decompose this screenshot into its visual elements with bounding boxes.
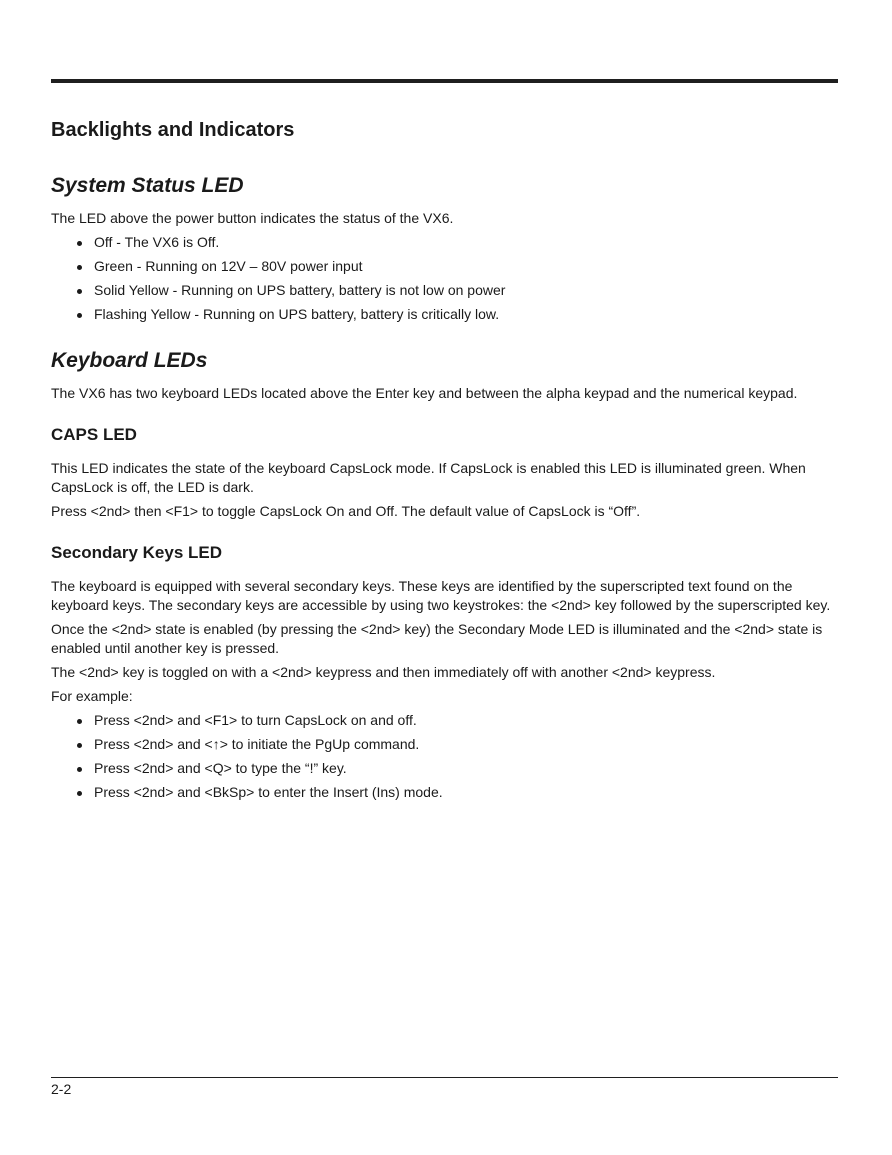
list-item: Green - Running on 12V – 80V power input [51,257,838,276]
page-content [51,117,838,802]
secondary-keys-paragraph: The <2nd> key is toggled on with a <2nd> keypress and then immediately off with another <2nd> keypress. [51,664,716,680]
caps-led-heading: CAPS LED [51,425,137,444]
list-item: Solid Yellow - Running on UPS battery, battery is not low on power [51,281,838,300]
page-number: 2-2 [51,1081,72,1097]
keyboard-leds-heading: Keyboard LEDs [51,349,208,372]
secondary-keys-list [51,711,838,802]
caps-led-paragraph: Press <2nd> then <F1> to toggle CapsLock On and Off. The default value of CapsLock is “Off”. [51,503,641,519]
system-status-heading: System Status LED [51,174,244,197]
list-item: Off - The VX6 is Off. [51,233,838,252]
list-item: Press <2nd> and <↑> to initiate the PgUp command. [51,735,838,754]
secondary-keys-paragraph: The keyboard is equipped with several secondary keys. These keys are identified by the superscripted text found on the keyboard keys. The secondary keys are accessible by using two keystrokes: the <2nd> key followed by the superscripted key. [51,578,831,613]
page-title: Backlights and Indicators [51,119,295,141]
system-status-intro: The LED above the power button indicates the status of the VX6. [51,210,454,226]
secondary-keys-paragraph: Once the <2nd> state is enabled (by pressing the <2nd> key) the Secondary Mode LED is illuminated and the <2nd> state is enabled until another key is pressed. [51,621,823,656]
list-item: Press <2nd> and <Q> to type the “!” key. [51,759,838,778]
header-rule [51,79,838,83]
caps-led-paragraph: This LED indicates the state of the keyboard CapsLock mode. If CapsLock is enabled this LED is illuminated green. When CapsLock is off, the LED is dark. [51,460,806,495]
system-status-list [51,233,838,324]
list-item: Press <2nd> and <F1> to turn CapsLock on and off. [51,711,838,730]
list-item: Press <2nd> and <BkSp> to enter the Insert (Ins) mode. [51,783,838,802]
list-item: Flashing Yellow - Running on UPS battery, battery is critically low. [51,305,838,324]
keyboard-leds-intro: The VX6 has two keyboard LEDs located above the Enter key and between the alpha keypad and the numerical keypad. [51,385,798,401]
footer-rule [51,1077,838,1078]
secondary-keys-heading: Secondary Keys LED [51,543,223,562]
secondary-keys-paragraph: For example: [51,688,133,704]
